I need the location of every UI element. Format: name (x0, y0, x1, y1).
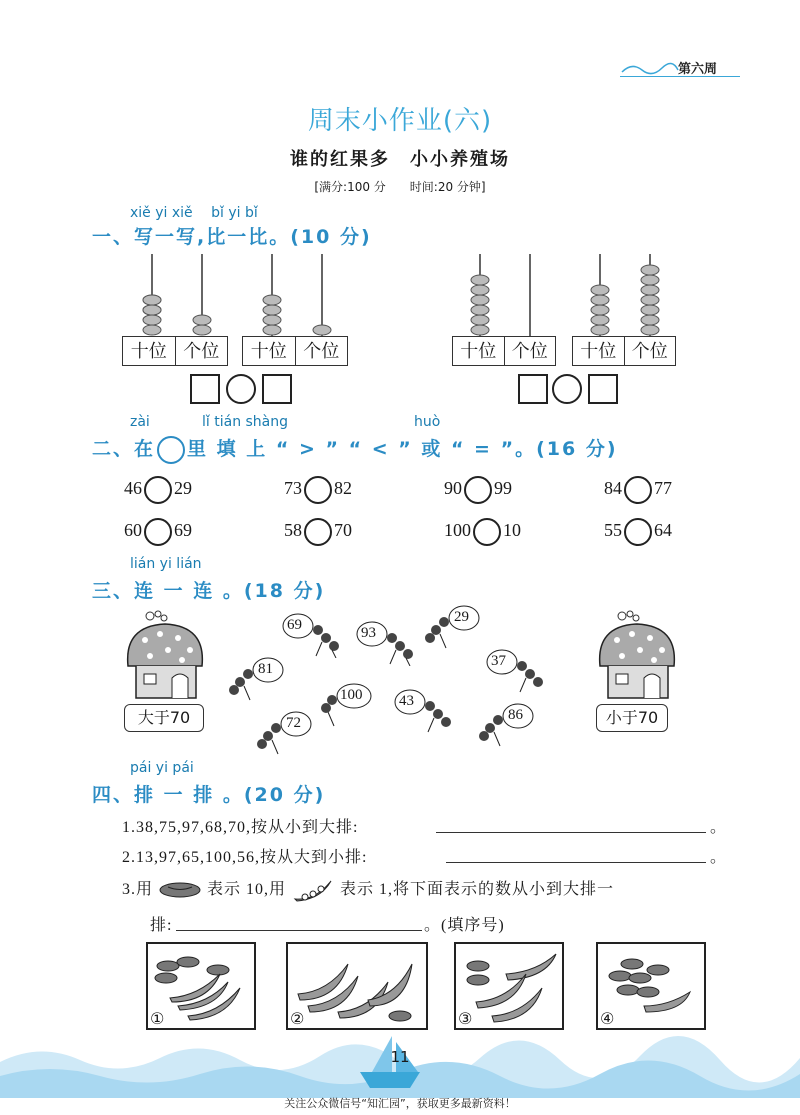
q3-answer-line[interactable] (176, 930, 422, 931)
cmp-2: 73 82 (284, 476, 352, 504)
answer-box-2a[interactable] (518, 374, 548, 404)
s1-pinyin: xiě yi xiě bǐ yi bǐ (130, 205, 258, 221)
s2-pinyin-huo: huò (414, 414, 441, 430)
compare-circle-1[interactable] (226, 374, 256, 404)
label-greater-70[interactable]: 大于70 (124, 704, 204, 732)
q1-answer-line[interactable] (436, 832, 706, 833)
label-less-70[interactable]: 小于70 (596, 704, 668, 732)
abacus-2 (242, 250, 352, 336)
picture-box-4[interactable]: ④ (596, 942, 706, 1030)
ant-72[interactable]: 72 (256, 710, 316, 760)
abacus-4-label: 十位 个位 (572, 336, 676, 366)
mushroom-house-icon-left (120, 608, 210, 704)
ant-81[interactable]: 81 (228, 656, 288, 706)
s2-pinyin-zai: zài (130, 414, 150, 430)
cmp-1: 46 29 (124, 476, 192, 504)
ant-93[interactable]: 93 (356, 620, 416, 670)
cmp-8: 55 64 (604, 518, 672, 546)
s2-heading: 二、在 里 填 上 “ > ” “ < ” 或 “ = ”。(16 分) (92, 434, 618, 464)
cmp-circle-2[interactable] (304, 476, 332, 504)
picture-box-1[interactable]: ① (146, 942, 256, 1030)
abacus-3 (452, 250, 562, 336)
s4-pinyin: pái yi pái (130, 760, 194, 776)
s2-pinyin-li: lǐ tián shàng (202, 414, 289, 430)
s4-heading: 四、排 一 排 。(20 分) (92, 784, 326, 806)
q2-text: 2.13,97,65,100,56,按从大到小排: (122, 849, 368, 866)
q3-text: 3.用 表示 10,用 表示 1,将下面表示的数从小到大排一 (122, 876, 614, 903)
cmp-5: 60 69 (124, 518, 192, 546)
abacus-1-label: 十位 个位 (122, 336, 228, 366)
ant-100[interactable]: 100 (318, 682, 378, 732)
cmp-circle-3[interactable] (464, 476, 492, 504)
page-title: 周末小作业(六) (307, 106, 493, 136)
cmp-circle-1[interactable] (144, 476, 172, 504)
pea-pod-icon (291, 877, 335, 903)
compare-circle-2[interactable] (552, 374, 582, 404)
cmp-4: 84 77 (604, 476, 672, 504)
cmp-circle-4[interactable] (624, 476, 652, 504)
footer-note: 关注公众微信号“知汇园”，获取更多最新资料！ (284, 1097, 516, 1110)
ant-37[interactable]: 37 (486, 648, 546, 698)
week-tag-label: 第六周 (678, 62, 718, 77)
cmp-circle-5[interactable] (144, 518, 172, 546)
cmp-circle-7[interactable] (473, 518, 501, 546)
page-subtitle: 谁的红果多 小小养殖场 (290, 149, 510, 170)
s3-pinyin: lián yi lián (130, 556, 202, 572)
q1-text: 1.38,75,97,68,70,按从小到大排: (122, 819, 359, 836)
ant-43[interactable]: 43 (394, 688, 454, 738)
circle-icon (157, 436, 185, 464)
ant-86[interactable]: 86 (478, 702, 538, 752)
abacus-4 (572, 250, 682, 336)
picture-box-2[interactable]: ② (286, 942, 428, 1030)
cmp-circle-6[interactable] (304, 518, 332, 546)
s3-heading: 三、连 一 连 。(18 分) (92, 580, 326, 602)
answer-box-1b[interactable] (262, 374, 292, 404)
week-tag (620, 58, 740, 80)
score-time-info: [满分:100 分 时间:20 分钟] (314, 180, 486, 194)
cmp-3: 90 99 (444, 476, 512, 504)
mushroom-house-icon-right (592, 608, 682, 704)
picture-box-3[interactable]: ③ (454, 942, 564, 1030)
ant-69[interactable]: 69 (282, 612, 342, 662)
cmp-circle-8[interactable] (624, 518, 652, 546)
abacus-3-label: 十位 个位 (452, 336, 556, 366)
peanut-icon (158, 881, 202, 899)
answer-box-1a[interactable] (190, 374, 220, 404)
q2-answer-line[interactable] (446, 862, 706, 863)
cmp-6: 58 70 (284, 518, 352, 546)
cmp-7: 100 10 (444, 518, 521, 546)
answer-box-2b[interactable] (588, 374, 618, 404)
abacus-2-label: 十位 个位 (242, 336, 348, 366)
s1-heading: 一、写一写,比一比。(10 分) (92, 226, 372, 248)
ant-29[interactable]: 29 (424, 604, 484, 654)
page-number: 11 (390, 1048, 410, 1066)
